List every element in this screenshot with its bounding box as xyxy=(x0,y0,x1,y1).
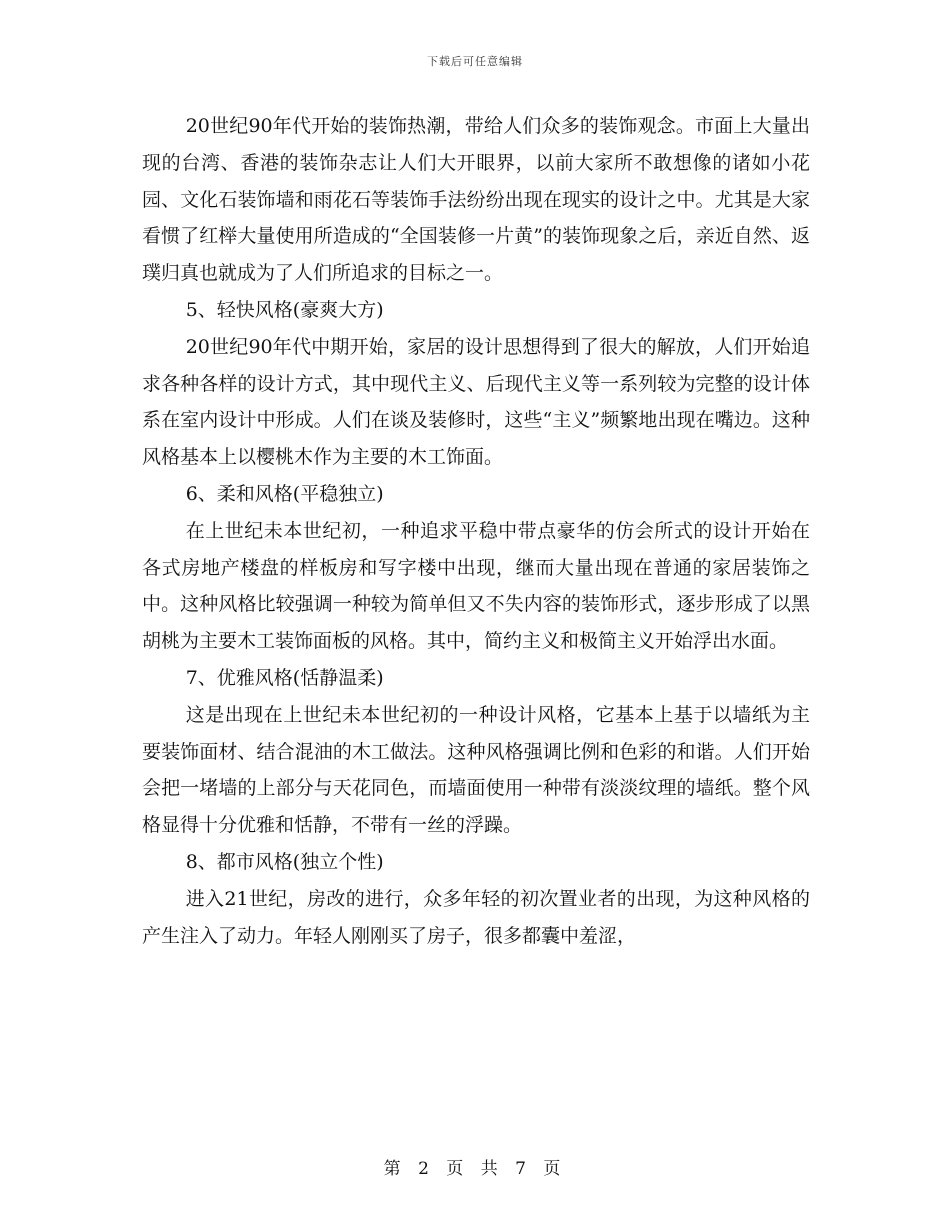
section-heading-6: 6、柔和风格(平稳独立) xyxy=(185,482,384,505)
paragraph-8: 进入21世纪，房改的进行，众多年轻的初次置业者的出现，为这种风格的产生注入了动力。年轻人刚刚买了房子，很多都囊中羞涩， xyxy=(142,887,810,947)
section-heading-8: 8、都市风格(独立个性) xyxy=(185,850,384,873)
paragraph-6: 在上世纪未本世纪初，一种追求平稳中带点豪华的仿会所式的设计开始在各式房地产楼盘的样板房和写字楼中出现，继而大量出现在普通的家居装饰之中。这种风格比较强调一种较为简单但又不失内容的装饰形式，逐步形成了以黑胡桃为主要木工装饰面板的风格。其中，简约主义和极简主义开始浮出水面。 xyxy=(142,519,810,653)
paragraph-intro: 20世纪90年代开始的装饰热潮，带给人们众多的装饰观念。市面上大量出现的台湾、香港的装饰杂志让人们大开眼界，以前大家所不敢想像的诸如小花园、文化石装饰墙和雨花石等装饰手法纷纷出现在现实的设计之中。尤其是大家看惯了红榉大量使用所造成的“全国装修一片黄”的装饰现象之后，亲近自然、返璞归真也就成为了人们所追求的目标之一。 xyxy=(142,115,810,285)
section-heading-5: 5、轻快风格(豪爽大方) xyxy=(185,298,384,321)
document-body xyxy=(142,108,810,954)
page-footer: 第 2 页 共 7 页 xyxy=(383,1159,567,1179)
page-header: 下载后可任意编辑 xyxy=(427,55,523,68)
paragraph-7: 这是出现在上世纪未本世纪初的一种设计风格，它基本上基于以墙纸为主要装饰面材、结合混油的木工做法。这种风格强调比例和色彩的和谐。人们开始会把一堵墙的上部分与天花同色，而墙面使用一种带有淡淡纹理的墙纸。整个风格显得十分优雅和恬静，不带有一丝的浮躁。 xyxy=(142,703,810,837)
section-heading-7: 7、优雅风格(恬静温柔) xyxy=(185,666,384,689)
paragraph-5: 20世纪90年代中期开始，家居的设计思想得到了很大的解放，人们开始追求各种各样的设计方式，其中现代主义、后现代主义等一系列较为完整的设计体系在室内设计中形成。人们在谈及装修时，这些“主义”频繁地出现在嘴边。这种风格基本上以樱桃木作为主要的木工饰面。 xyxy=(142,335,810,469)
